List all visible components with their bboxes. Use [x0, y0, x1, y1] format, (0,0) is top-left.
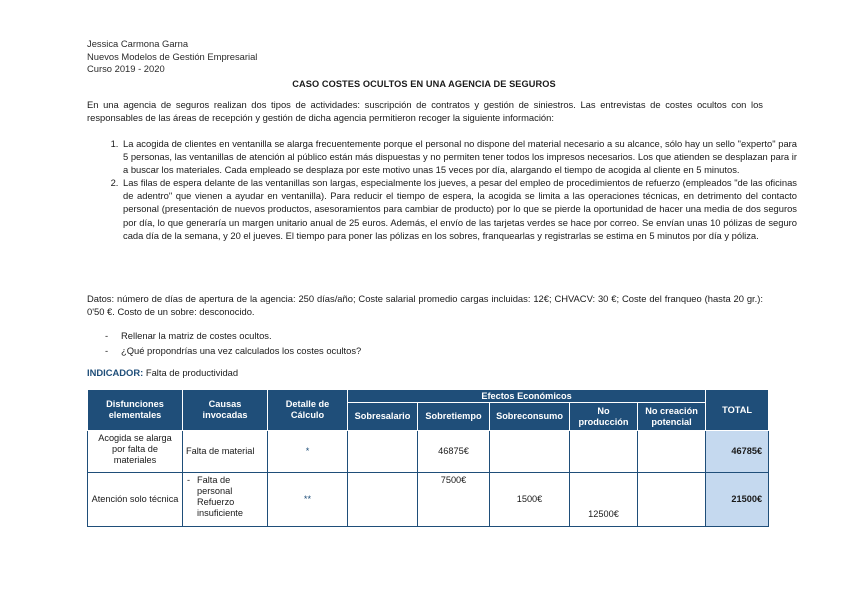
- indicator-label: INDICADOR:: [87, 367, 144, 378]
- task-item: - ¿Qué propondrías una vez calculados los costes ocultos?: [121, 343, 361, 358]
- header-causas: Causas invocadas: [183, 390, 268, 431]
- hidden-costs-matrix: [87, 389, 769, 527]
- table-row: [88, 431, 769, 473]
- header-detalle: Detalle de Cálculo: [268, 390, 348, 431]
- case-items-list: [87, 137, 797, 242]
- header-sobreconsumo: Sobreconsumo: [490, 403, 570, 431]
- course-year: Curso 2019 - 2020: [87, 63, 165, 74]
- case-item: 1. La acogida de clientes en ventanilla se alarga frecuentemente porque el personal no dispone del material necesario a su alcance, sólo hay un sello "experto" para 5 personas, las ventanillas de atención al público están más dispuestas y no permiten tener todos los impresos necesarios. Los que atienden se desplazan para ir a buscar los materiales. Cada empleado se desplaza por este motivo unas 15 veces por día, alargando el tiempo de acogida al cliente en 5 minutos.: [121, 137, 797, 176]
- indicator-line: [87, 367, 238, 378]
- tasks-list: [87, 328, 361, 358]
- cell-detalle: **: [268, 473, 348, 527]
- header-no-produccion: No producción: [570, 403, 638, 431]
- cell-disfuncion: Acogida se alarga por falta de materiales: [88, 431, 183, 473]
- cell-no-produccion: 12500€: [570, 473, 638, 527]
- document-title: CASO COSTES OCULTOS EN UNA AGENCIA DE SEGUROS: [292, 79, 556, 89]
- cell-sobreconsumo: [490, 431, 570, 473]
- header-no-creacion: No creación potencial: [638, 403, 706, 431]
- cell-no-creacion: [638, 431, 706, 473]
- cell-no-produccion: [570, 431, 638, 473]
- cell-detalle: *: [268, 431, 348, 473]
- document-header: [87, 38, 257, 76]
- cell-sobretiempo: 46875€: [418, 431, 490, 473]
- task-item: - Rellenar la matriz de costes ocultos.: [121, 328, 361, 343]
- cell-disfuncion: Atención solo técnica: [88, 473, 183, 527]
- course-name: Nuevos Modelos de Gestión Empresarial: [87, 50, 258, 62]
- data-paragraph: Datos: número de días de apertura de la agencia: 250 días/año; Coste salarial promedio cargas incluidas: 12€; CHVACV: 30 €; Coste del franqueo (hasta 20 gr.): 0'50 €. Costo de un sobre: desconocido.: [87, 293, 763, 317]
- cell-causa: - Falta de personal Refuerzo insuficiente: [183, 473, 268, 527]
- cell-sobresalario: [348, 473, 418, 527]
- header-disfunciones: Disfunciones elementales: [88, 390, 183, 431]
- cell-causa-text: Falta de personal Refuerzo insuficiente: [197, 475, 243, 518]
- author-name: Jessica Carmona Garna: [87, 38, 189, 49]
- cell-total: 21500€: [706, 473, 769, 527]
- header-sobresalario: Sobresalario: [348, 403, 418, 431]
- indicator-value: Falta de productividad: [145, 367, 239, 378]
- case-item: 2. Las filas de espera delante de las ventanillas son largas, especialmente los jueves, a pesar del empleo de procedimientos de refuerzo (empleados "de las oficinas de adentro" que vienen a ayudar en ventanilla). Para reducir el tiempo de espera, la acogida se limita a las operaciones técnicas, en detrimento del contacto personal (presentación de nuevos productos, asesoramientos para cambiar de producto) por lo que se pierde la oportunidad de hacer una media de dos seguros por día, lo que generaría un margen unitario anual de 25 euros. Además, el envío de las tarjetas verdes se hace por correo. Se envían unas 10 pólizas de seguro cada día de la semana, y 20 el jueves. El tiempo para poner las pólizas en los sobres, franquearlas y registrarlas se estima en 5 minutos por día y póliza.: [121, 176, 797, 241]
- header-sobretiempo: Sobretiempo: [418, 403, 490, 431]
- header-total: TOTAL: [706, 390, 769, 431]
- cell-sobresalario: [348, 431, 418, 473]
- intro-paragraph: En una agencia de seguros realizan dos tipos de actividades: suscripción de contratos y gestión de siniestros. Las entrevistas de costes ocultos con los responsables de las áreas de recepción y gestión de dicha agencia permitieron recoger la siguiente información:: [87, 99, 763, 123]
- cell-no-creacion: [638, 473, 706, 527]
- table-row: [88, 473, 769, 527]
- header-efectos: Efectos Económicos: [348, 390, 706, 403]
- cell-causa: Falta de material: [183, 431, 268, 473]
- cell-sobreconsumo: 1500€: [490, 473, 570, 527]
- cell-sobretiempo: 7500€: [418, 473, 490, 527]
- cell-total: 46785€: [706, 431, 769, 473]
